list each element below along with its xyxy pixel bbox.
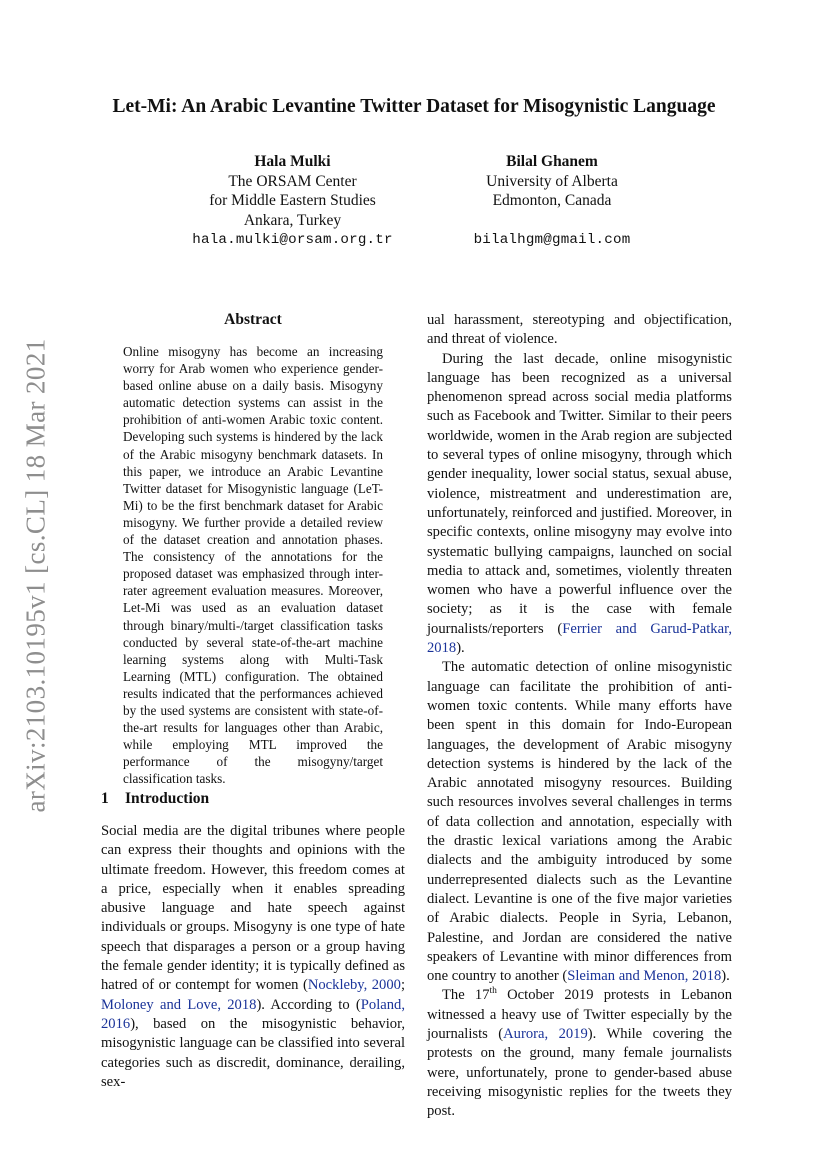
author-email: bilalhgm@gmail.com [473,231,631,248]
text-run: Social media are the digital tribunes where people can express their thoughts and opinions with the ultimate freedom. However, this freedom comes at a price, especially when it enables spreading abusive language and hate speech against individuals or groups. Misogyny is one type of hate speech that disparages a person or a group having the female gender identity; it is typically defined as hatred of or contempt for women ( [101,823,405,994]
paragraph [427,986,732,1121]
text-run: ; [400,977,405,994]
text-run: The automatic detection of online misogynistic language can facilitate the prohibition of anti-women toxic contents. While many efforts have been spent in this domain for Indo-European languages, the development of Arabic misogyny detection systems is hindered by the lack of the Arabic annotated misogyny resources. Building such resources involves several challenges in terms of data collection and annotation, especially with the drastic lexical variations among the Arabic dialects and the ambiguity introduced by some underrepresented dialects such as the Levantine dialect. Levantine is one of the five major varieties of Arabic dialects. People in Syria, Lebanon, Palestine, and Jordan are considered the native speakers of Levantine with minor differences from one country to another ( [427,659,732,985]
text-run: The 17 [442,987,490,1004]
citation-link[interactable]: Sleiman and Menon, 2018 [567,968,722,985]
left-column-body [101,822,405,1092]
citation-link[interactable]: Ferrier and Garud-Patkar, 2018 [427,620,733,657]
section-number: 1 [101,790,109,807]
author-affiliation: University of Alberta [486,172,618,190]
text-run: October 2019 protests in Lebanon witnessed a heavy use of Twitter especially by the journalists ( [427,987,732,1042]
author-name: Bilal Ghanem [506,153,598,170]
author-block-1 [150,152,435,251]
author-affiliation: for Middle Eastern Studies [209,192,376,210]
author-email: hala.mulki@orsam.org.tr [192,232,393,249]
paragraph-continued: ual harassment, stereotyping and objectification, and threat of violence. [427,312,732,348]
citation-link[interactable]: Poland, 2016 [101,996,405,1032]
author-affiliation: The ORSAM Center [228,172,357,190]
author-location: Ankara, Turkey [243,211,342,229]
citation-link[interactable]: Aurora, 2019 [503,1025,588,1042]
paper-title: Let-Mi: An Arabic Levantine Twitter Dataset for Misogynistic Language [112,96,716,117]
section-title: Introduction [125,790,210,807]
author-name: Hala Mulki [254,153,331,170]
text-run: ). [721,968,730,985]
right-column-body [427,311,732,1121]
author-block-2 [427,152,677,250]
abstract-text: Online misogyny has become an increasing worry for Arab women who experience gender-based online abuse on a daily basis. Misogyny automatic detection systems can assist in the prohibition of anti-women Arabic toxic content. Developing such systems is hindered by the lack of the Arabic misogyny benchmark datasets. In this paper, we introduce an Arabic Levantine Twitter dataset for Misogynistic language (LeT-Mi) to be the first benchmark dataset for Arabic misogyny. We further provide a detailed review of the dataset creation and annotation phases. The consistency of the annotations for the proposed dataset was emphasized through inter-rater agreement evaluation measures. Moreover, Let-Mi was used as an evaluation dataset through binary/multi-/target classification tasks conducted by several state-of-the-art machine learning systems along with Multi-Task Learning (MTL) configuration. The obtained results indicated that the performances achieved by the used systems are consistent with state-of-the-art results for languages other than Arabic, while employing MTL improved the performance of the misogyny/target classification tasks. [123,344,383,787]
arxiv-stamp: arXiv:2103.10195v1 [cs.CL] 18 Mar 2021 [20,338,51,813]
citation-link[interactable]: Nockleby, 2000 [307,977,401,994]
text-run: During the last decade, online misogynistic language has been recognized as a universal phenomenon spread across social media platforms such as Facebook and Twitter. Similar to their peers worldwide, women in the Arab region are subjected to several types of online misogyny, through which gender inequality, lower social status, sexual abuse, violence, mistreatment and underestimation are, unfortunately, reinforced and justified. Moreover, in specific contexts, online misogyny may evolve into systematic bullying campaigns, launched on social media to attack and, sometimes, violently threaten women who have a powerful influence over the society; as it is the case with female journalists/reporters ( [427,350,732,637]
paragraph-continued: ), based on the misogynistic behavior, misogynistic language can be classified into several categories such as discredit, dominance, derailing, sex- [101,1015,405,1090]
text-run: ). While covering the protests on the ground, many female journalists were, unfortunately, prone to gender-based abuse receiving misogynistic replies for the tweets they post. [427,1025,732,1120]
superscript: th [489,986,497,997]
text-run: ). [456,640,465,657]
paragraph [427,350,732,659]
author-location: Edmonton, Canada [492,192,612,210]
section-heading [101,790,209,808]
paragraph [427,658,732,986]
text-run: ). According to ( [256,996,361,1013]
citation-link[interactable]: Moloney and Love, 2018 [101,996,257,1013]
abstract-heading: Abstract [224,311,282,328]
paragraph [101,822,405,1092]
